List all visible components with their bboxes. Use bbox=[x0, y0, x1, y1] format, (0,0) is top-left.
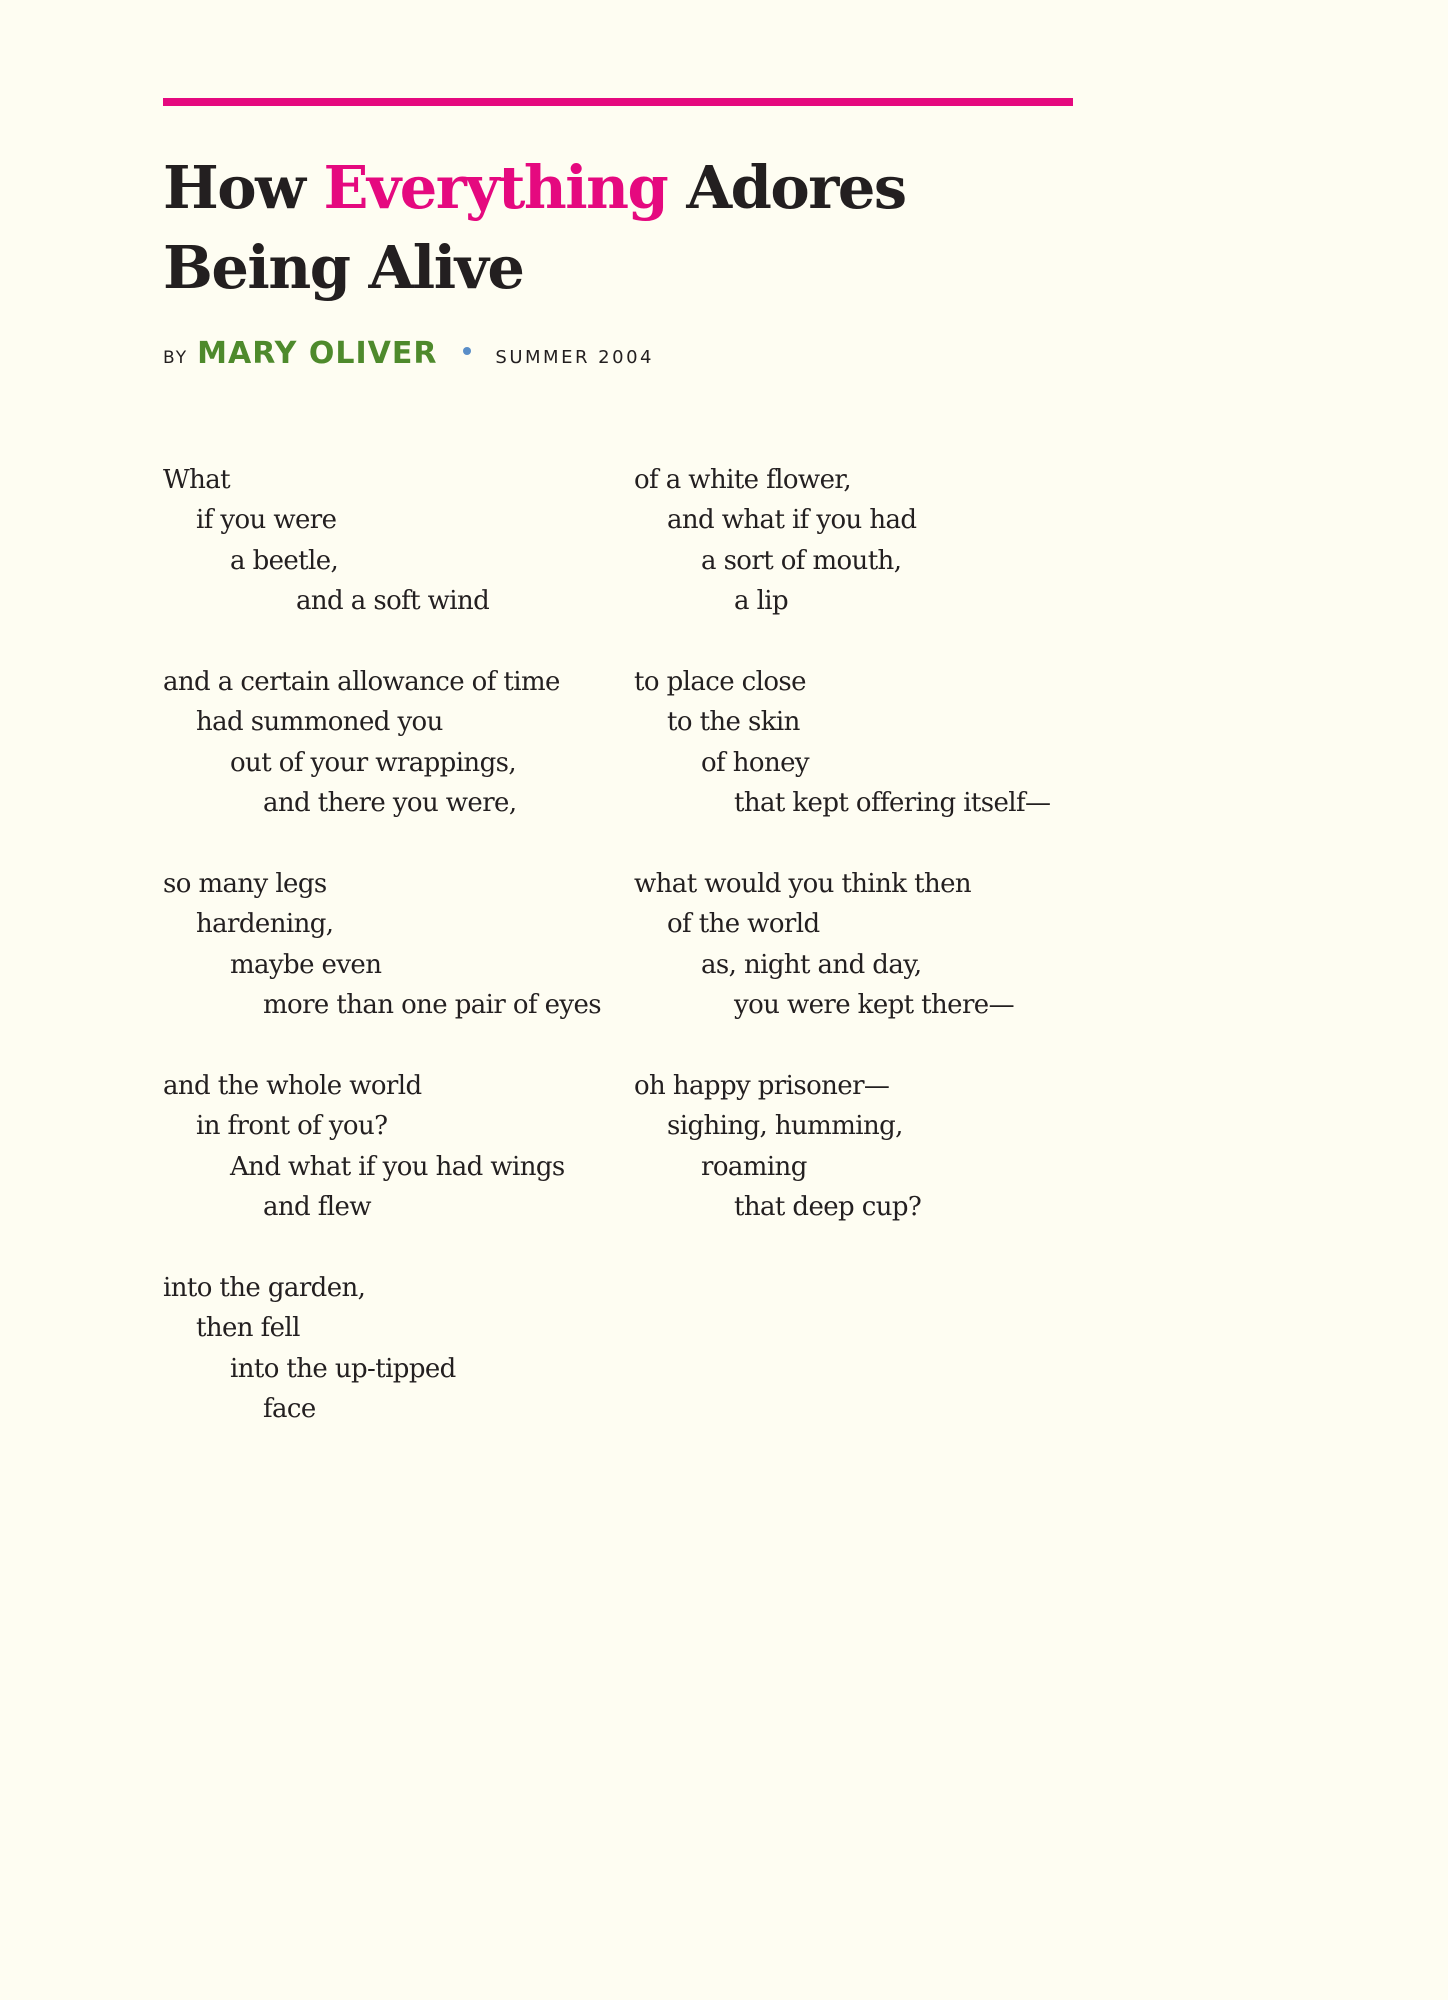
poem-line: face bbox=[263, 1394, 316, 1425]
poem-line: what would you think then bbox=[634, 869, 972, 900]
stanza bbox=[634, 864, 1104, 1026]
poem-line: a lip bbox=[734, 586, 789, 617]
poem-column-left bbox=[163, 460, 633, 1470]
title-part-1: How bbox=[163, 153, 324, 222]
poem-line: And what if you had wings bbox=[230, 1151, 565, 1182]
poem-line: into the up-tipped bbox=[230, 1353, 456, 1384]
poem-line: What bbox=[163, 465, 231, 495]
poem-line: of the world bbox=[667, 909, 820, 940]
accent-rule bbox=[163, 98, 1073, 106]
stanza bbox=[634, 662, 1104, 824]
poem-line: hardening, bbox=[196, 909, 334, 940]
poem-line: a sort of mouth, bbox=[701, 545, 902, 576]
poem-line: into the garden, bbox=[163, 1273, 366, 1304]
stanza bbox=[163, 460, 633, 622]
stanza bbox=[163, 1268, 633, 1430]
poem-line: sighing, humming, bbox=[667, 1111, 903, 1142]
stanza bbox=[634, 1066, 1104, 1228]
poem-line: maybe even bbox=[230, 949, 382, 980]
poem-line: then fell bbox=[196, 1313, 300, 1344]
poem-line: to the skin bbox=[667, 707, 800, 738]
poem-line: to place close bbox=[634, 667, 806, 698]
by-label: BY bbox=[163, 348, 189, 368]
poem-line: a beetle, bbox=[230, 545, 339, 576]
poem-line: had summoned you bbox=[196, 707, 443, 738]
stanza bbox=[163, 864, 633, 1026]
title-line-2: Being Alive bbox=[163, 233, 524, 302]
stanza bbox=[163, 662, 633, 824]
poem-line: oh happy prisoner— bbox=[634, 1071, 890, 1102]
byline bbox=[163, 336, 654, 380]
poem-line: roaming bbox=[701, 1151, 807, 1182]
issue-season: SUMMER 2004 bbox=[495, 347, 654, 368]
poem-line: and what if you had bbox=[667, 505, 917, 536]
poem-line: that deep cup? bbox=[734, 1192, 922, 1223]
separator-dot-icon bbox=[463, 347, 471, 355]
poem-line: and a soft wind bbox=[296, 586, 490, 617]
poem-line: as, night and day, bbox=[701, 949, 922, 980]
poem-line: if you were bbox=[196, 505, 337, 536]
stanza bbox=[634, 460, 1104, 622]
poem-line: and there you were, bbox=[263, 788, 517, 819]
poem-column-right bbox=[634, 460, 1104, 1268]
poem-line: of honey bbox=[701, 747, 809, 778]
title-part-2: Adores bbox=[667, 153, 906, 222]
poem-line: more than one pair of eyes bbox=[263, 990, 602, 1021]
poem-line: of a white flower, bbox=[634, 465, 851, 495]
poem-line: out of your wrappings, bbox=[230, 747, 517, 778]
title-accent-word: Everything bbox=[323, 153, 668, 222]
poem-title bbox=[163, 148, 1163, 308]
poem-line: so many legs bbox=[163, 869, 327, 900]
poem-line: and a certain allowance of time bbox=[163, 667, 560, 698]
poem-line: and the whole world bbox=[163, 1071, 422, 1102]
author-name: MARY OLIVER bbox=[197, 336, 438, 371]
poem-line: you were kept there— bbox=[734, 990, 1014, 1021]
stanza bbox=[163, 1066, 633, 1228]
poem-line: and flew bbox=[263, 1192, 371, 1223]
poem-line: that kept offering itself— bbox=[734, 788, 1051, 819]
poem-line: in front of you? bbox=[196, 1111, 388, 1142]
